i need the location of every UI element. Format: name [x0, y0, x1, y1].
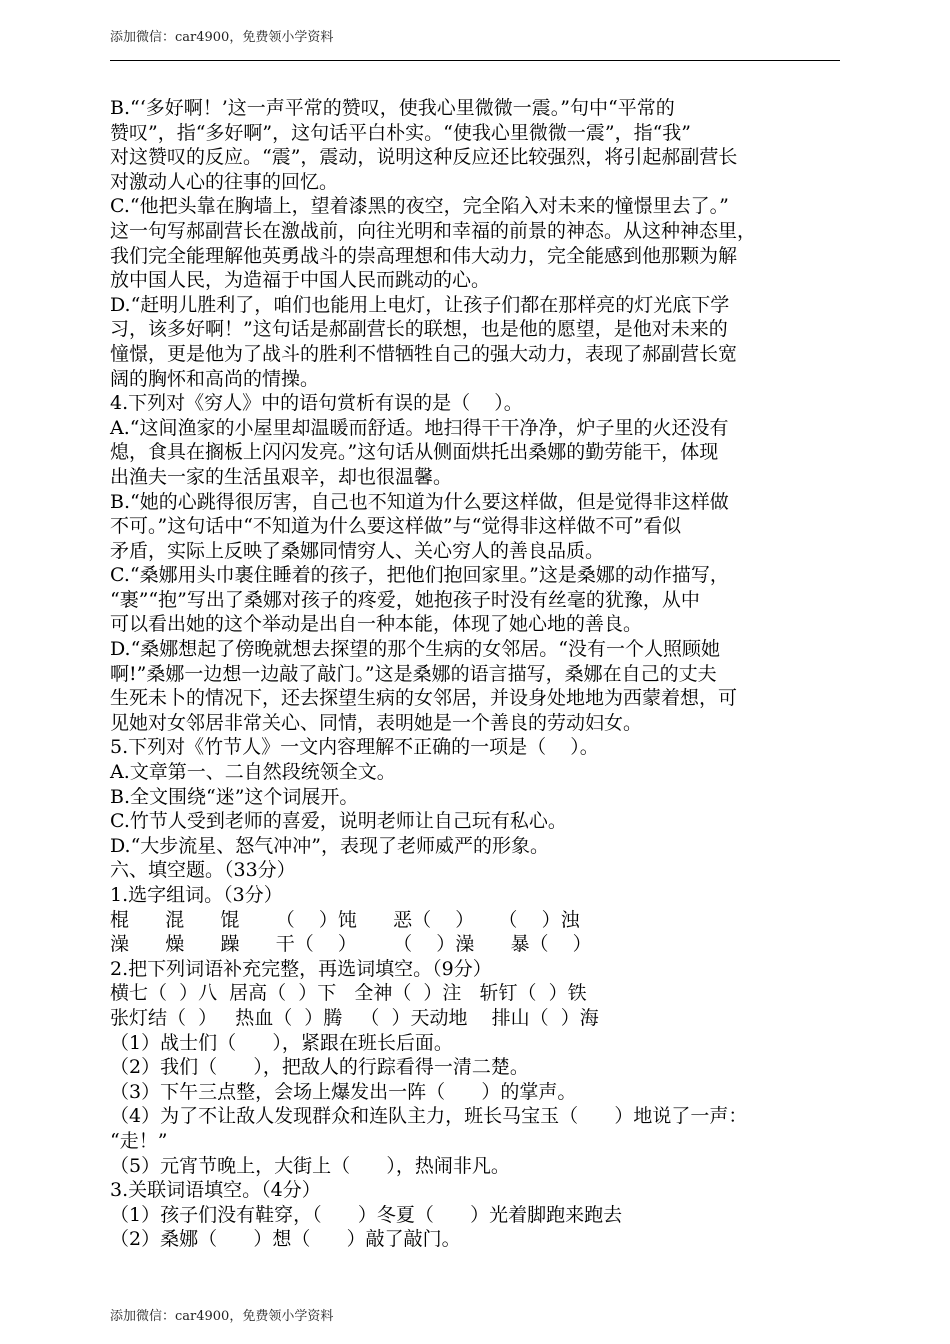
text-line: 不可。”这句话中“不知道为什么要这样做”与“觉得非这样做不可”看似	[110, 515, 682, 538]
text-line: 可以看出她的这个举动是出自一种本能，体现了她心地的善良。	[110, 613, 643, 636]
question-5-title: 5.下列对《竹节人》一文内容理解不正确的一项是（ ）。	[110, 736, 599, 759]
text-line: （2）我们（ ），把敌人的行踪看得一清二楚。	[110, 1056, 529, 1079]
text-line: 见她对女邻居非常关心、同情，表明她是一个善良的劳动妇女。	[110, 711, 643, 734]
text-line: C.竹节人受到老师的喜爱，说明老师让自己玩有私心。	[110, 810, 567, 833]
page-header-text: 添加微信：car4900，免费领小学资料	[110, 30, 334, 45]
page-footer-text: 添加微信：car4900，免费领小学资料	[110, 1309, 334, 1324]
text-line: B.“她的心跳得很厉害，自己也不知道为什么要这样做，但是觉得非这样做	[110, 490, 729, 513]
section-6-heading: 六、填空题。（33分）	[110, 859, 296, 882]
text-line: 横七（ ）八 居高（ ）下 全神（ ）注 斩钉（ ）铁	[110, 982, 587, 1005]
text-line: 熄，食具在搁板上闪闪发亮。”这句话从侧面烘托出桑娜的勤劳能干，体现	[110, 441, 719, 464]
text-line: 对这赞叹的反应。“震”，震动，说明这种反应还比较强烈，将引起郝副营长	[110, 146, 738, 169]
header-divider	[110, 60, 840, 61]
text-line: “走！”	[110, 1129, 168, 1152]
text-line: 啊!”桑娜一边想一边敲了敲门。”这是桑娜的语言描写，桑娜在自己的丈夫	[110, 662, 717, 685]
text-line: 对激动人心的往事的回忆。	[110, 170, 339, 193]
text-line: D.“桑娜想起了傍晚就想去探望的那个生病的女邻居。“没有一个人照顾她	[110, 638, 721, 661]
text-line: “裹”“抱”写出了桑娜对孩子的疼爱，她抱孩子时没有丝毫的犹豫，从中	[110, 588, 700, 611]
fill-question-1-title: 1.选字组词。（3分）	[110, 884, 283, 906]
text-line: （2）桑娜（ ）想（ ）敲了敲门。	[110, 1228, 461, 1251]
text-line: 生死未卜的情况下，还去探望生病的女邻居，并设身处地地为西蒙着想，可	[110, 687, 738, 710]
text-line: 澡 燥 躁 干（ ） （ ）澡 暴（ ）	[110, 933, 592, 956]
text-line: 憧憬，更是他为了战斗的胜利不惜牺牲自己的强大动力，表现了郝副营长宽	[110, 342, 738, 365]
text-line: 矛盾，实际上反映了桑娜同情穷人、关心穷人的善良品质。	[110, 539, 605, 562]
text-line: B.全文围绕“迷”这个词展开。	[110, 785, 359, 808]
fill-question-3-title: 3.关联词语填空。（4分）	[110, 1179, 321, 1202]
document-body	[110, 96, 855, 1252]
text-line: D.“大步流星、怒气冲冲”，表现了老师威严的形象。	[110, 834, 550, 857]
text-line: 张灯结（ ） 热血（ ）腾 （ ）天动地 排山（ ）海	[110, 1006, 599, 1029]
text-line: 放中国人民，为造福于中国人民而跳动的心。	[110, 269, 491, 292]
text-line: （1）战士们（ ），紧跟在班长后面。	[110, 1031, 453, 1054]
text-line: 棍 混 馄 （ ）饨 恶（ ） （ ）浊	[110, 908, 580, 931]
fill-question-2-title: 2.把下列词语补充完整，再选词填空。（9分）	[110, 957, 492, 980]
text-line: B.“‘多好啊！’这一声平常的赞叹，使我心里微微一震。”句中“平常的	[110, 97, 675, 119]
text-line: A.“这间渔家的小屋里却温暖而舒适。地扫得干干净净，炉子里的火还没有	[110, 416, 729, 439]
text-line: 赞叹”，指“多好啊”，这句话平白朴实。“使我心里微微一震”，指“我”	[110, 121, 691, 144]
text-line: （4）为了不让敌人发现群众和连队主力，班长马宝玉（ ）地说了一声：	[110, 1105, 748, 1128]
text-line: 出渔夫一家的生活虽艰辛，却也很温馨。	[110, 465, 453, 488]
text-line: A.文章第一、二自然段统领全文。	[110, 761, 396, 784]
question-4-title: 4.下列对《穷人》中的语句赏析有误的是（ ）。	[110, 392, 523, 415]
text-line: C.“桑娜用头巾裹住睡着的孩子，把他们抱回家里。”这是桑娜的动作描写，	[110, 564, 729, 587]
text-line: （5）元宵节晚上，大街上（ ），热闹非凡。	[110, 1154, 510, 1177]
text-line: 阔的胸怀和高尚的情操。	[110, 367, 320, 390]
text-line: D.“赶明儿胜利了，咱们也能用上电灯，让孩子们都在那样亮的灯光底下学	[110, 293, 730, 316]
text-line: 这一句写郝副营长在激战前，向往光明和幸福的前景的神态。从这种神态里，	[110, 219, 757, 242]
text-line: 我们完全能理解他英勇战斗的崇高理想和伟大动力，完全能感到他那颗为解	[110, 244, 738, 267]
text-line: （3）下午三点整，会场上爆发出一阵（ ）的掌声。	[110, 1080, 577, 1103]
text-line: 习，该多好啊！”这句话是郝副营长的联想，也是他的愿望，是他对未来的	[110, 318, 728, 341]
text-line: C.“他把头靠在胸墙上，望着漆黑的夜空，完全陷入对未来的憧憬里去了。”	[110, 195, 729, 218]
text-line: （1）孩子们没有鞋穿，（ ）冬夏（ ）光着脚跑来跑去	[110, 1203, 623, 1226]
